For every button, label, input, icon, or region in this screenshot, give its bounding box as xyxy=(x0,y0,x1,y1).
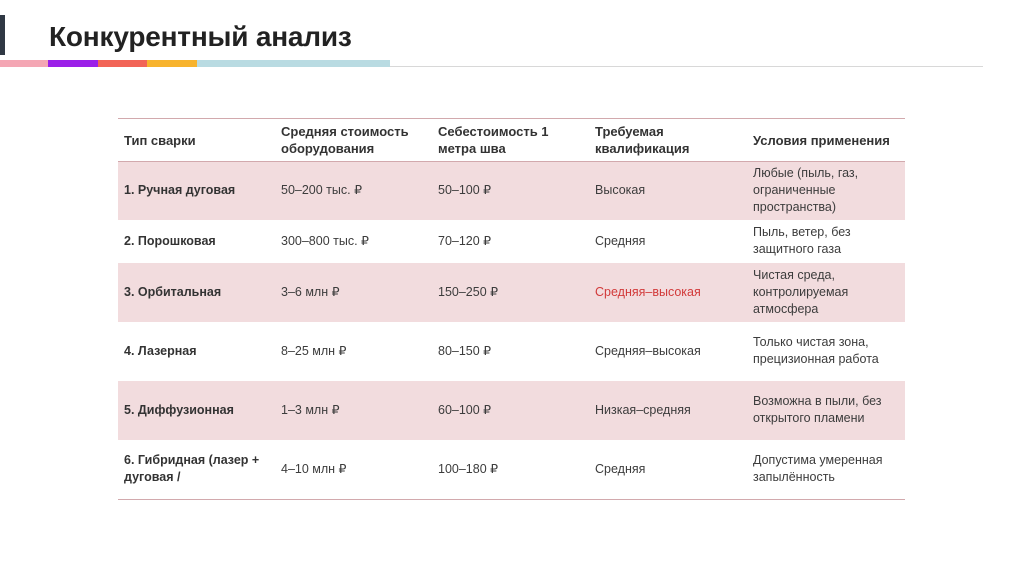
cell-conditions: Только чистая зона, прецизионная работа xyxy=(753,335,879,366)
stripe-segment-purple xyxy=(48,60,98,67)
page-title: Конкурентный анализ xyxy=(49,21,352,52)
table-row xyxy=(118,263,905,322)
stripe-segment-coral xyxy=(98,60,147,67)
cell-equipment-cost: 300–800 тыс. ₽ xyxy=(281,233,369,248)
cell-seam-cost: 50–100 ₽ xyxy=(438,183,492,198)
comparison-table xyxy=(118,118,905,500)
cell-equipment-cost: 4–10 млн ₽ xyxy=(281,461,347,476)
cell-weld-type: 6. Гибридная (лазер + дуговая / xyxy=(124,453,260,485)
cell-seam-cost: 80–150 ₽ xyxy=(438,343,492,358)
cell-equipment-cost: 8–25 млн ₽ xyxy=(281,343,347,358)
cell-equipment-cost: 1–3 млн ₽ xyxy=(281,402,340,417)
stripe-segment-orange xyxy=(147,60,197,67)
left-accent-marker xyxy=(0,15,5,55)
stripe-segment-lightblue xyxy=(197,60,390,67)
cell-qualification: Высокая xyxy=(595,183,646,198)
cell-weld-type: 1. Ручная дуговая xyxy=(124,183,236,198)
cell-seam-cost: 100–180 ₽ xyxy=(438,461,499,476)
header-equipment-cost: Средняя стоимость оборудования xyxy=(281,124,409,156)
comparison-table-container xyxy=(118,118,905,500)
table-row xyxy=(118,162,905,220)
header-qualification: Требуемая квалификация xyxy=(595,124,690,156)
table-row xyxy=(118,220,905,263)
cell-qualification: Средняя–высокая xyxy=(595,343,701,358)
cell-conditions: Допустима умеренная запылённость xyxy=(753,453,883,485)
cell-conditions: Возможна в пыли, без открытого пламени xyxy=(753,394,882,425)
cell-qualification: Средняя xyxy=(595,233,646,248)
stripe-segment-pink xyxy=(0,60,48,67)
cell-seam-cost: 70–120 ₽ xyxy=(438,233,492,248)
table-row xyxy=(118,440,905,500)
cell-weld-type: 4. Лазерная xyxy=(124,343,197,358)
cell-weld-type: 3. Орбитальная xyxy=(124,284,222,299)
table-header-row xyxy=(118,119,905,162)
cell-seam-cost: 150–250 ₽ xyxy=(438,284,499,299)
cell-equipment-cost: 50–200 тыс. ₽ xyxy=(281,183,363,198)
cell-conditions: Чистая среда, контролируемая атмосфера xyxy=(753,267,849,316)
cell-conditions: Любые (пыль, газ, ограниченные пространства) xyxy=(753,166,859,215)
cell-weld-type: 5. Диффузионная xyxy=(124,402,234,417)
cell-weld-type: 2. Порошковая xyxy=(124,233,216,248)
header-conditions: Условия применения xyxy=(753,132,890,148)
table-row xyxy=(118,381,905,440)
header-divider xyxy=(390,66,983,67)
color-stripe-bar xyxy=(0,60,390,67)
cell-qualification: Средняя xyxy=(595,461,646,476)
cell-seam-cost: 60–100 ₽ xyxy=(438,402,492,417)
table-row xyxy=(118,322,905,381)
cell-equipment-cost: 3–6 млн ₽ xyxy=(281,284,340,299)
cell-qualification: Низкая–средняя xyxy=(595,402,691,417)
cell-qualification-highlighted: Средняя–высокая xyxy=(595,284,701,299)
cell-conditions: Пыль, ветер, без защитного газа xyxy=(753,225,851,256)
header-seam-cost: Себестоимость 1 метра шва xyxy=(438,124,549,156)
header-weld-type: Тип сварки xyxy=(124,132,196,148)
